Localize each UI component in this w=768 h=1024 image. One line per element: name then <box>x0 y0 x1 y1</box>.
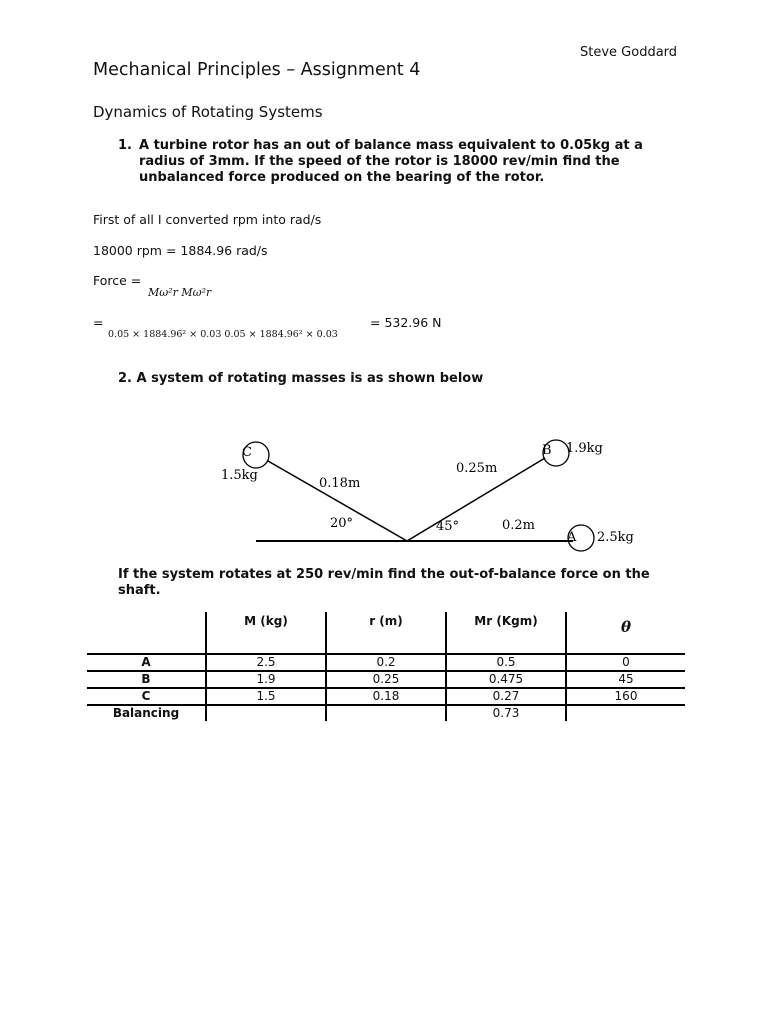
question-1-text: A turbine rotor has an out of balance mass equivalent to 0.05kg at a radius of 3mm. If the speed of the rotor is 18000 rev/min find the unbalanced force produced on the bearing of the rotor. <box>139 138 643 185</box>
mass-c-value: 1.5kg <box>221 468 258 483</box>
angle-c-label: 20° <box>330 516 354 531</box>
table-cell: Balancing <box>112 706 180 720</box>
force-label: Force = <box>93 273 142 288</box>
table-cell: 45 <box>566 671 685 688</box>
table-cell: 0.475 <box>446 671 566 688</box>
table-cell <box>566 705 685 721</box>
mass-c-letter: C <box>242 445 252 460</box>
table-cell: B <box>87 671 206 688</box>
table-cell: 2.5 <box>206 654 326 671</box>
table-cell <box>326 705 446 721</box>
table-row <box>87 654 685 671</box>
document-title: Mechanical Principles – Assignment 4 <box>93 60 421 80</box>
table-header-cell <box>87 612 206 654</box>
section-title: Dynamics of Rotating Systems <box>93 103 323 121</box>
table-header-cell: r (m) <box>326 612 446 654</box>
force-substitution: 0.05 × 1884.96² × 0.03 0.05 × 1884.96² × 0.03 <box>108 329 338 340</box>
table-cell: 0.25 <box>326 671 446 688</box>
mass-table <box>87 612 685 721</box>
table-row <box>87 688 685 705</box>
table-cell: C <box>87 688 206 705</box>
radius-c-label: 0.18m <box>319 476 361 491</box>
table-header-cell: M (kg) <box>206 612 326 654</box>
question-2-text: 2. A system of rotating masses is as shown below <box>118 371 484 386</box>
force-formula: Mω²r Mω²r <box>148 286 212 299</box>
table-header-cell: Mr (Kgm) <box>446 612 566 654</box>
mass-a-letter: A <box>567 530 577 545</box>
step-convert-text: First of all I converted rpm into rad/s <box>93 212 322 227</box>
table-row <box>87 705 685 721</box>
table-cell: 1.9 <box>206 671 326 688</box>
radius-b-label: 0.25m <box>456 461 498 476</box>
table-cell <box>206 705 326 721</box>
table-header-row <box>87 612 685 654</box>
question-3-text: If the system rotates at 250 rev/min find the out-of-balance force on the shaft. <box>118 567 650 598</box>
force-result: = 532.96 N <box>370 315 442 330</box>
table-cell: 0.2 <box>326 654 446 671</box>
mass-b-letter: B <box>542 443 552 458</box>
table-cell: 0 <box>566 654 685 671</box>
table-cell: 0.5 <box>446 654 566 671</box>
mass-b-value: 1.9kg <box>566 441 603 456</box>
mass-a-value: 2.5kg <box>597 530 634 545</box>
step-rpm-conversion: 18000 rpm = 1884.96 rad/s <box>93 243 268 258</box>
table-header-cell: θ <box>566 612 685 654</box>
table-cell: 1.5 <box>206 688 326 705</box>
author-name: Steve Goddard <box>580 45 678 60</box>
table-cell: 0.18 <box>326 688 446 705</box>
table-cell: 0.73 <box>446 705 566 721</box>
equals-sign: = <box>93 315 104 330</box>
question-1-number: 1. <box>118 138 132 153</box>
table-row <box>87 671 685 688</box>
radius-a-label: 0.2m <box>502 518 536 533</box>
table-cell: A <box>87 654 206 671</box>
table-cell: 160 <box>566 688 685 705</box>
table-cell: 0.27 <box>446 688 566 705</box>
angle-b-label: 45° <box>436 519 460 534</box>
